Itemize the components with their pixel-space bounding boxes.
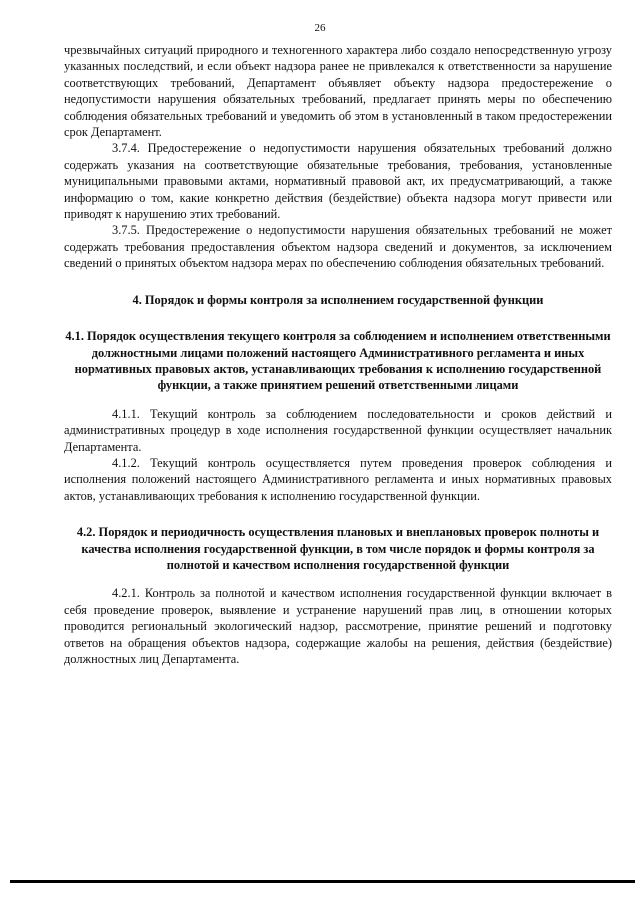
paragraph-continuation: чрезвычайных ситуаций природного и техногенного характера либо создало непосредственную угрозу указанных последствий, и если объект надзора ранее не привлекался к ответственности за нарушение соответствующих требований, Департамент объявляет объекту надзора предостережение о недопустимости нарушения обязательных требований, предлагает принять меры по обеспечению соблюдения обязательных требований и уведомить об этом в установленный в таком предостережении срок Департамент. [64, 43, 612, 140]
bottom-rule [10, 880, 635, 883]
document-body [64, 42, 612, 667]
section-heading-4: 4. Порядок и формы контроля за исполнением государственной функции [132, 292, 544, 307]
paragraph-4-1-2: 4.1.2. Текущий контроль осуществляется путем проведения проверок соблюдения и исполнения положений настоящего Административного регламента и иных нормативных правовых актов, устанавливающих требования к исполнению государственной функции. [64, 455, 612, 503]
paragraph-3-7-4: 3.7.4. Предостережение о недопустимости нарушения обязательных требований должно содержать указания на соответствующие обязательные требования, требования, установленные муниципальными правовыми актами, нормативный правовой акт, их предусматривающий, а также информацию о том, какие конкретно действия (бездействие) объекта надзора могут привести или приводят к нарушению этих требований. [64, 141, 612, 222]
section-heading-4-1: 4.1. Порядок осуществления текущего контроля за соблюдением и исполнением ответственными должностными лицами положений настоящего Административного регламента и иных нормативных правовых актов, устанавливающих требования к исполнению государственной функции, а также принятием решений ответственными лицами [65, 329, 611, 393]
section-heading-4-2: 4.2. Порядок и периодичность осуществления плановых и внеплановых проверок полноты и качества исполнения государственной функции, в том числе порядок и формы контроля за полнотой и качеством исполнения государственной функции [76, 525, 600, 572]
page-number: 26 [314, 22, 326, 34]
paragraph-4-2-1: 4.2.1. Контроль за полнотой и качеством исполнения государственной функции включает в себя проведение проверок, выявление и устранение нарушений прав лиц, в отношении которых проводится региональный экологический надзор, рассмотрение, принятие решений и подготовку ответов на обращения объектов надзора, содержащие жалобы на решения, действия (бездействие) должностных лиц Департамента. [64, 586, 612, 666]
paragraph-3-7-5: 3.7.5. Предостережение о недопустимости нарушения обязательных требований не может содержать требования предоставления объектом надзора сведений и документов, за исключением сведений о принятых объектом надзора мерах по обеспечению соблюдения обязательных требований. [64, 223, 612, 271]
paragraph-4-1-1: 4.1.1. Текущий контроль за соблюдением последовательности и сроков действий и административных процедур в ходе исполнения государственной функции осуществляет начальник Департамента. [64, 406, 612, 454]
